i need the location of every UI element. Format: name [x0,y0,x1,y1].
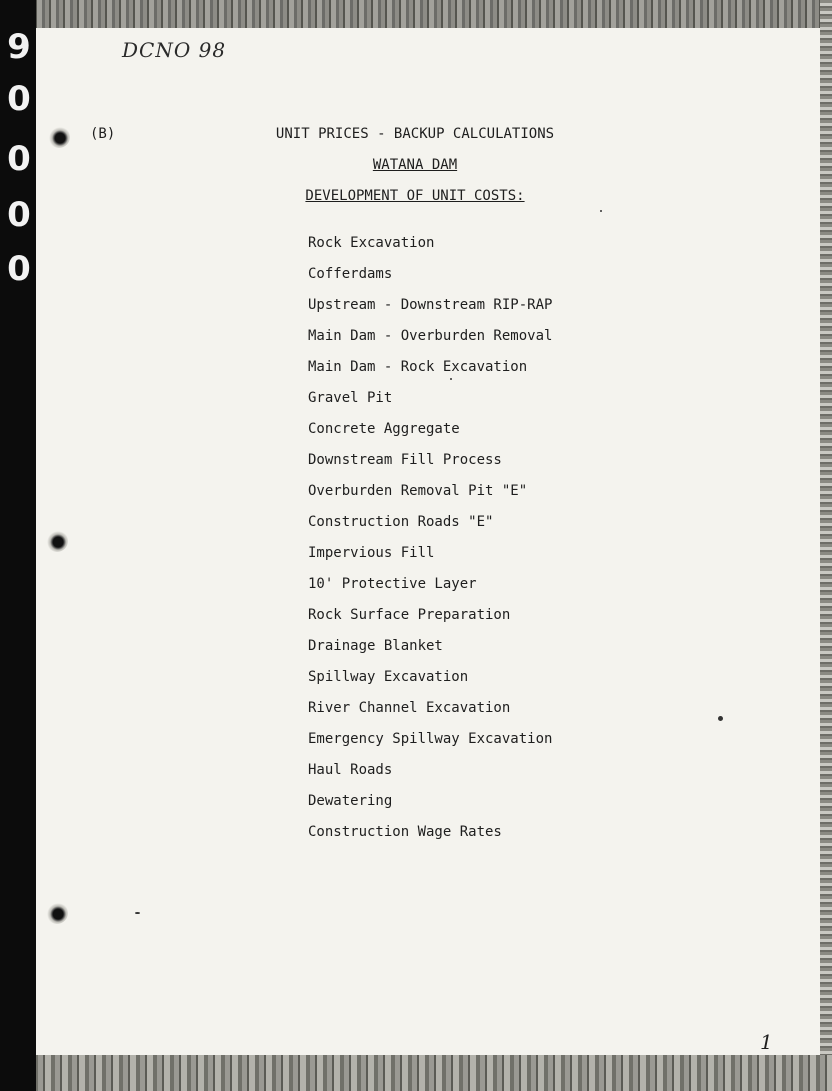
list-item: Impervious Fill [308,545,435,561]
list-item: Emergency Spillway Excavation [308,731,553,747]
microfilm-strip [0,0,36,1091]
list-item: Haul Roads [308,762,393,778]
list-item: River Channel Excavation [308,700,511,716]
margin-digit: 0 [7,139,31,179]
list-item: Main Dam - Rock Excavation [308,359,528,375]
handwritten-note: DCNO 98 [122,38,227,62]
scan-border-right [820,0,832,1091]
list-item: Spillway Excavation [308,669,469,685]
page-number: 1 [760,1030,773,1054]
margin-digit: 0 [7,249,31,289]
punch-hole-icon [46,902,68,924]
list-item: Concrete Aggregate [308,421,460,437]
scan-border-top [0,0,832,28]
list-item: Rock Surface Preparation [308,607,511,623]
scan-speck [135,912,140,914]
section-marker: (B) [90,126,116,142]
list-item: 10' Protective Layer [308,576,477,592]
list-item: Cofferdams [308,266,393,282]
list-item: Rock Excavation [308,235,435,251]
list-item: Dewatering [308,793,393,809]
margin-digit: 9 [7,27,31,67]
list-item: Construction Wage Rates [308,824,502,840]
margin-digit: 0 [7,195,31,235]
punch-hole-icon [46,530,68,552]
list-item: Downstream Fill Process [308,452,502,468]
scan-speck [450,378,452,380]
punch-hole-icon [48,126,70,148]
scan-speck [718,716,723,721]
section-heading: DEVELOPMENT OF UNIT COSTS: [305,188,525,204]
scan-border-bottom [0,1055,832,1091]
list-item: Construction Roads "E" [308,514,494,530]
margin-digit: 0 [7,79,31,119]
list-item: Drainage Blanket [308,638,443,654]
unit-cost-list [308,234,552,854]
list-item: Upstream - Downstream RIP-RAP [308,297,553,313]
list-item: Overburden Removal Pit "E" [308,483,528,499]
document-subtitle: WATANA DAM [372,157,458,173]
list-item: Main Dam - Overburden Removal [308,328,553,344]
list-item: Gravel Pit [308,390,393,406]
scan-speck [600,210,602,212]
document-title: UNIT PRICES - BACKUP CALCULATIONS [275,126,555,142]
